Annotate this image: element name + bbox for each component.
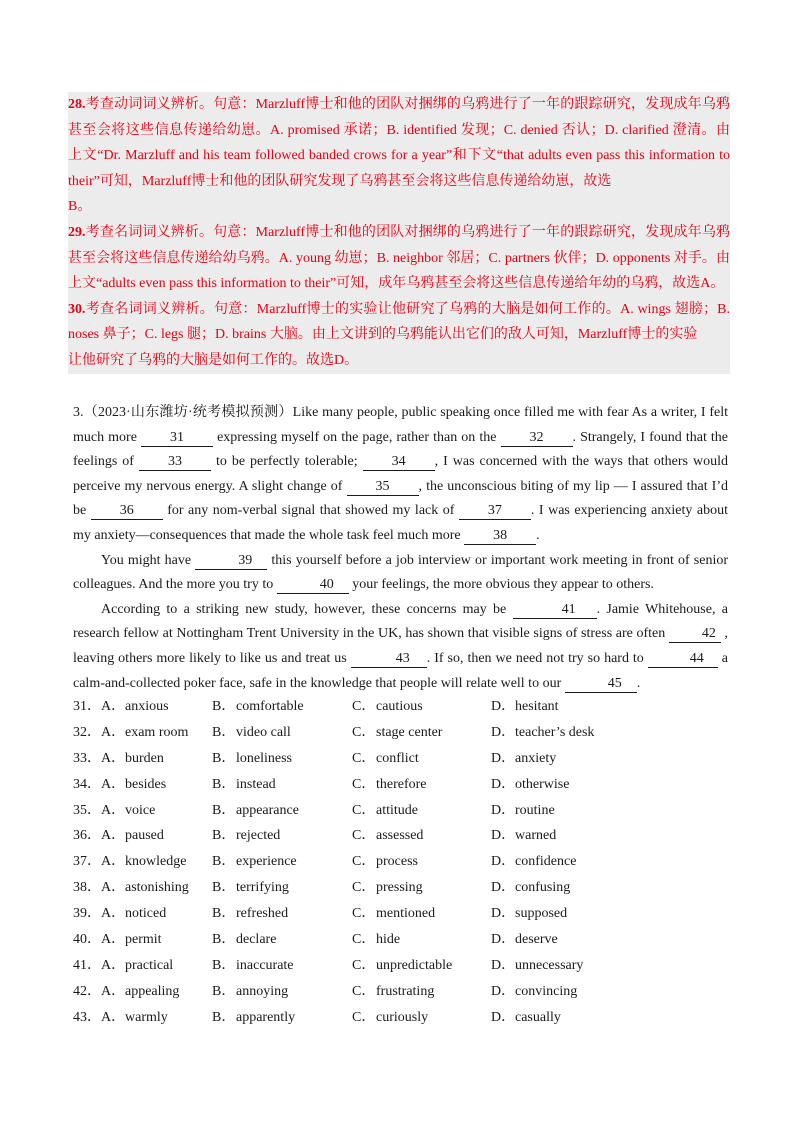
option-c [352,1005,428,1031]
passage-text: , leaving others more likely to like us and treat us [73,626,728,666]
option-letter: D． [491,906,516,922]
option-text: hide [376,932,401,948]
option-letter: C． [352,854,376,870]
option-a [101,1005,168,1031]
option-letter: B． [212,957,236,973]
option-text: declare [236,932,277,948]
answer-explanations [68,92,730,374]
question-number: 37． [73,854,101,870]
option-d [491,849,576,875]
answer-text: 考查动词词义辨析。句意：Marzluff博士和他的团队对捆绑的乌鸦进行了一年的跟踪研究，发现成年乌鸦甚至会将这些信息传递给幼崽。A. promised 承诺；B. identified 发现；C. denied 否认；D. clarified 澄清。由上文“Dr. Marzluff and his team followed banded crows for a year”和下文“that adults even pass this information to their”可知，Marzluff博士和他的团队研究发现了乌鸦甚至会将这些信息传递给幼崽，故选 [68,97,730,189]
option-text: comfortable [236,699,304,714]
option-text: terrifying [236,880,289,896]
option-b [212,823,280,849]
blank-40: 40 [277,576,349,594]
blank-42: 42 [669,625,721,643]
passage-text: . [536,527,540,543]
passage-text: for any nom-verbal signal that showed my lack of [162,503,459,519]
option-row [73,849,733,875]
option-letter: A． [101,828,126,844]
option-text: curiously [376,1009,429,1025]
option-d [491,979,577,1005]
answer-29 [68,220,730,297]
option-b [212,1005,295,1031]
option-text: stage center [376,724,443,740]
option-a [101,720,188,746]
option-letter: C． [352,957,376,973]
option-c [352,927,400,953]
option-letter: B． [212,906,236,922]
option-letter: A． [101,906,126,922]
option-d [491,746,556,772]
option-b [212,746,292,772]
option-text: conflict [376,750,419,766]
option-letter: B． [212,828,236,844]
passage-text: this yourself before a job interview or important work meeting in front of senior colleagues. And the more you try to [73,552,728,593]
option-row [73,901,733,927]
question-number: 42． [73,983,101,999]
option-b [212,720,291,746]
option-text: therefore [376,776,427,792]
option-text: video call [236,724,291,740]
answer-tail: 故选A。 [672,276,725,292]
option-letter: B． [212,802,236,818]
option-c [352,694,423,720]
option-letter: A． [101,699,126,714]
passage-text: . If so, then we need not try so hard to [426,650,648,666]
blank-44: 44 [648,650,718,668]
option-d [491,927,558,953]
question-number: 31． [73,699,101,714]
blank-36: 36 [91,502,163,520]
option-text: appearance [236,802,299,818]
option-row [73,720,733,746]
option-letter: B． [212,750,236,766]
option-text: astonishing [125,880,189,896]
option-b [212,979,288,1005]
option-text: apparently [236,1009,296,1025]
option-text: process [376,854,418,870]
option-row [73,1005,733,1031]
option-text: burden [125,750,164,766]
option-letter: A． [101,854,126,870]
option-letter: D． [491,983,516,999]
option-row [73,875,733,901]
option-letter: C． [352,932,376,948]
option-letter: A． [101,802,126,818]
option-text: exam room [125,724,189,740]
option-text: anxiety [515,750,557,766]
option-text: frustrating [376,983,435,999]
option-text: voice [125,802,156,818]
option-text: paused [125,828,164,844]
question-number: 38． [73,880,101,896]
option-row [73,694,733,720]
option-letter: B． [212,1009,236,1025]
option-text: pressing [376,880,423,896]
option-d [491,953,583,979]
cloze-passage [73,401,728,696]
passage-text: You might have [101,552,196,568]
answer-tail: 让他研究了乌鸦的大脑是如何工作的。故选D。 [68,352,359,368]
passage-paragraph-3 [73,598,728,696]
option-a [101,823,164,849]
option-text: assessed [376,828,424,844]
option-text: refreshed [236,906,289,922]
option-c [352,875,423,901]
option-c [352,901,435,927]
option-letter: D． [491,932,516,948]
option-letter: D． [491,802,516,818]
option-text: routine [515,802,555,818]
option-b [212,798,299,824]
option-d [491,1005,561,1031]
option-letter: A． [101,957,126,973]
option-row [73,953,733,979]
option-letter: A． [101,776,126,792]
option-letter: B． [212,776,236,792]
option-a [101,694,169,720]
option-d [491,901,567,927]
option-letter: D． [491,699,516,714]
option-c [352,823,423,849]
option-d [491,720,594,746]
option-text: cautious [376,699,423,714]
option-b [212,772,276,798]
passage-text: , I was concerned with the ways that others would perceive my nervous energy. A slight change of [73,454,728,494]
option-text: permit [125,932,162,948]
option-b [212,901,288,927]
question-number: 43． [73,1009,101,1025]
option-text: unnecessary [515,957,584,973]
answer-28 [68,92,730,220]
blank-43: 43 [351,650,427,668]
blank-31: 31 [141,429,213,447]
option-letter: D． [491,776,516,792]
blank-33: 33 [139,453,211,471]
option-text: attitude [376,802,418,818]
question-number: 32． [73,724,101,740]
option-text: anxious [125,699,169,714]
option-d [491,823,556,849]
passage-text: . [636,675,641,691]
option-c [352,720,442,746]
option-text: experience [236,854,297,870]
option-text: teacher’s desk [515,724,595,740]
option-a [101,746,164,772]
passage-text: . Strangely, I found that the feelings of [73,429,729,470]
option-letter: A． [101,1009,126,1025]
option-text: appealing [125,983,180,999]
option-letter: D． [491,724,516,740]
question-number: 40． [73,932,101,948]
option-text: deserve [515,932,558,948]
option-row [73,927,733,953]
option-a [101,772,166,798]
option-a [101,875,189,901]
option-letter: A． [101,932,126,948]
option-b [212,849,297,875]
blank-35: 35 [347,478,419,496]
option-letter: B． [212,724,236,740]
option-text: loneliness [236,750,292,766]
option-letter: A． [101,750,126,766]
option-d [491,875,570,901]
answer-tail: B。 [68,199,92,215]
option-row [73,772,733,798]
answer-number: 29. [68,224,86,240]
passage-paragraph-1 [73,401,728,549]
passage-text: , the unconscious biting of my lip — I assured that I’d be [73,478,728,519]
option-c [352,772,427,798]
option-text: convincing [515,983,578,999]
option-d [491,772,569,798]
option-d [491,694,559,720]
option-text: casually [515,1009,561,1025]
answer-text: 考查名词词义辨析。句意：Marzluff博士的实验让他研究了乌鸦的大脑是如何工作的。A. wings 翅膀；B. noses 鼻子；C. legs 腿；D. brains 大脑。由上文讲到的乌鸦能认出它们的敌人可知，Marzluff博士的实验 [68,301,730,343]
answer-options [73,694,733,1031]
option-b [212,875,289,901]
option-a [101,901,166,927]
option-row [73,823,733,849]
option-c [352,798,418,824]
option-letter: C． [352,776,376,792]
option-c [352,849,418,875]
option-c [352,746,419,772]
option-letter: C． [352,724,376,740]
option-letter: B． [212,983,236,999]
option-text: rejected [236,828,281,844]
blank-34: 34 [363,453,435,471]
question-number: 41． [73,957,101,973]
answer-30 [68,297,730,374]
option-row [73,798,733,824]
option-text: practical [125,957,174,973]
option-letter: C． [352,828,376,844]
option-text: confusing [515,880,571,896]
option-letter: D． [491,854,516,870]
option-c [352,953,452,979]
option-letter: B． [212,880,236,896]
question-number: 34． [73,776,101,792]
question-number: 39． [73,906,101,922]
option-text: instead [236,776,276,792]
option-b [212,694,304,720]
option-text: annoying [236,983,289,999]
passage-text: your feelings, the more obvious they appear to others. [348,577,654,593]
blank-37: 37 [459,502,531,520]
option-row [73,746,733,772]
option-letter: C． [352,1009,376,1025]
option-letter: A． [101,983,126,999]
answer-number: 28. [68,97,86,112]
option-text: noticed [125,906,167,922]
option-text: otherwise [515,776,570,792]
option-letter: C． [352,750,376,766]
answer-text: 考查名词词义辨析。句意：Marzluff博士和他的团队对捆绑的乌鸦进行了一年的跟踪研究，发现成年乌鸦甚至会将这些信息传递给幼乌鸦。A. young 幼崽；B. neighbor 邻居；C. partners 伙伴；D. opponents 对手。由上文“adults even pass this information to their”可知，成年乌鸦甚至会将这些信息传递给年幼的乌鸦， [68,224,730,292]
option-letter: D． [491,957,516,973]
question-number: 35． [73,802,101,818]
option-b [212,953,294,979]
passage-text: a calm-and-collected poker face, safe in the knowledge that people will relate well to our [73,650,728,691]
option-text: inaccurate [236,957,294,973]
option-text: besides [125,776,167,792]
passage-text: expressing myself on the page, rather than on the [213,429,501,445]
blank-39: 39 [195,552,267,570]
option-letter: C． [352,880,376,896]
option-letter: B． [212,699,236,714]
question-number: 33． [73,750,101,766]
passage-text: to be perfectly tolerable; [210,454,363,470]
question-number: 36． [73,828,101,844]
option-a [101,798,155,824]
option-row [73,979,733,1005]
option-text: unpredictable [376,957,453,973]
option-text: hesitant [515,699,559,714]
option-letter: D． [491,828,516,844]
option-letter: D． [491,880,516,896]
blank-45: 45 [565,675,637,693]
passage-text: . Jamie Whitehouse, a research fellow at Nottingham Trent University in the UK, has shown that visible signs of stress are often [73,601,728,642]
option-letter: C． [352,699,376,714]
option-letter: C． [352,802,376,818]
passage-text: According to a striking new study, however, these concerns may be [101,601,513,617]
option-letter: A． [101,724,126,740]
option-text: confidence [515,854,577,870]
option-text: mentioned [376,906,436,922]
blank-41: 41 [513,601,597,619]
option-a [101,849,186,875]
passage-text: 3.（2023·山东潍坊·统考模拟预测）Like many people, public speaking once filled me with fear As a writer, I felt much more [73,405,728,445]
option-a [101,927,162,953]
option-c [352,979,434,1005]
answer-number: 30. [68,301,86,317]
option-text: supposed [515,906,568,922]
option-letter: B． [212,854,236,870]
option-b [212,927,276,953]
option-letter: D． [491,1009,516,1025]
option-letter: B． [212,932,236,948]
blank-32: 32 [501,429,573,447]
blank-38: 38 [464,527,536,545]
option-text: knowledge [125,854,187,870]
option-text: warned [515,828,557,844]
option-a [101,953,173,979]
option-letter: C． [352,906,376,922]
option-text: warmly [125,1009,168,1025]
option-letter: A． [101,880,126,896]
option-a [101,979,179,1005]
option-d [491,798,555,824]
passage-paragraph-2 [73,549,728,598]
option-letter: D． [491,750,516,766]
option-letter: C． [352,983,376,999]
passage-text: . I was experiencing anxiety about my anxiety—consequences that made the whole task feel much more [73,503,728,543]
